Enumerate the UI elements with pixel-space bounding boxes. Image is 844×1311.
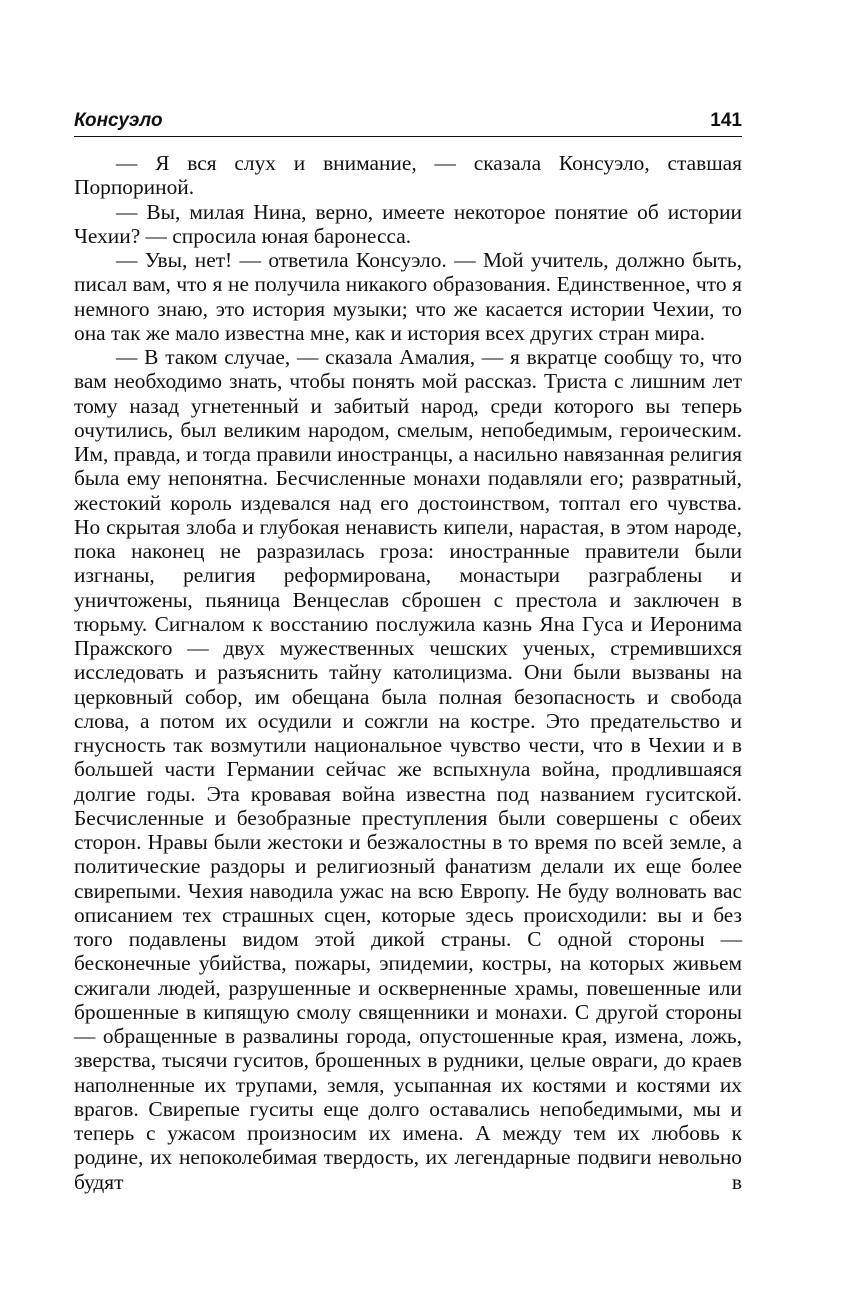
- running-head: [74, 110, 742, 137]
- paragraph: — Я вся слух и внимание, — сказала Консуэло, ставшая Порпориной.: [74, 151, 742, 200]
- running-title: Консуэло: [74, 110, 163, 131]
- paragraph: — Вы, милая Нина, верно, имеете некоторое понятие об истории Чехии? — спросила юная баронесса.: [74, 199, 742, 248]
- paragraph: — Увы, нет! — ответила Консуэло. — Мой учитель, должно быть, писал вам, что я не получила никакого образования. Единственное, что я немного знаю, это история музыки; что же касается истории Чехии, то она так же мало известна мне, как и история всех других стран мира.: [74, 248, 742, 345]
- book-page: [74, 110, 742, 1194]
- paragraph: — В таком случае, — сказала Амалия, — я вкратце сообщу то, что вам необходимо знать, чтобы понять мой рассказ. Триста с лишним лет тому назад угнетенный и забитый народ, среди которого вы теперь очутились, был великим народом, смелым, непобедимым, героическим. Им, правда, и тогда правили иностранцы, а насильно навязанная религия была ему непонятна. Бесчисленные монахи подавляли его; развратный, жестокий король издевался над его достоинством, топтал его чувства. Но скрытая злоба и глубокая ненависть кипели, нарастая, в этом народе, пока наконец не разразилась гроза: иностранные правители были изгнаны, религия реформирована, монастыри разграблены и уничтожены, пьяница Венцеслав сброшен с престола и заключен в тюрьму. Сигналом к восстанию послужила казнь Яна Гуса и Иеронима Пражского — двух мужественных чешских ученых, стремившихся исследовать и разъяснить тайну католицизма. Они были вызваны на церковный собор, им обещана была полная безопасность и свобода слова, а потом их осудили и сожгли на костре. Это предательство и гнусность так возмутили национальное чувство чести, что в Чехии и в большей части Германии сейчас же вспыхнула война, продлившаяся долгие годы. Эта кровавая война известна под названием гуситской. Бесчисленные и безобразные преступления были совершены с обеих сторон. Нравы были жестоки и безжалостны в то время по всей земле, а политические раздоры и религиозный фанатизм делали их еще более свирепыми. Чехия наводила ужас на всю Европу. Не буду волновать вас описанием тех страшных сцен, которые здесь происходили: вы и без того подавлены видом этой дикой страны. С одной стороны — бесконечные убийства, пожары, эпидемии, костры, на которых живьем сжигали людей, разрушенные и оскверненные храмы, повешенные или брошенные в кипящую смолу священники и монахи. С другой стороны — обращенные в развалины города, опустошенные края, измена, ложь, зверства, тысячи гуситов, брошенных в рудники, целые овраги, до краев наполненные их трупами, земля, усыпанная их костями и костями их врагов. Свирепые гуситы еще долго оставались непобедимыми, мы и теперь с ужасом произносим их имена. А между тем их любовь к родине, их непоколебимая твердость, их легендарные подвиги невольно будят в: [74, 345, 742, 1194]
- body-text: [74, 151, 742, 1194]
- page-number: 141: [710, 110, 742, 131]
